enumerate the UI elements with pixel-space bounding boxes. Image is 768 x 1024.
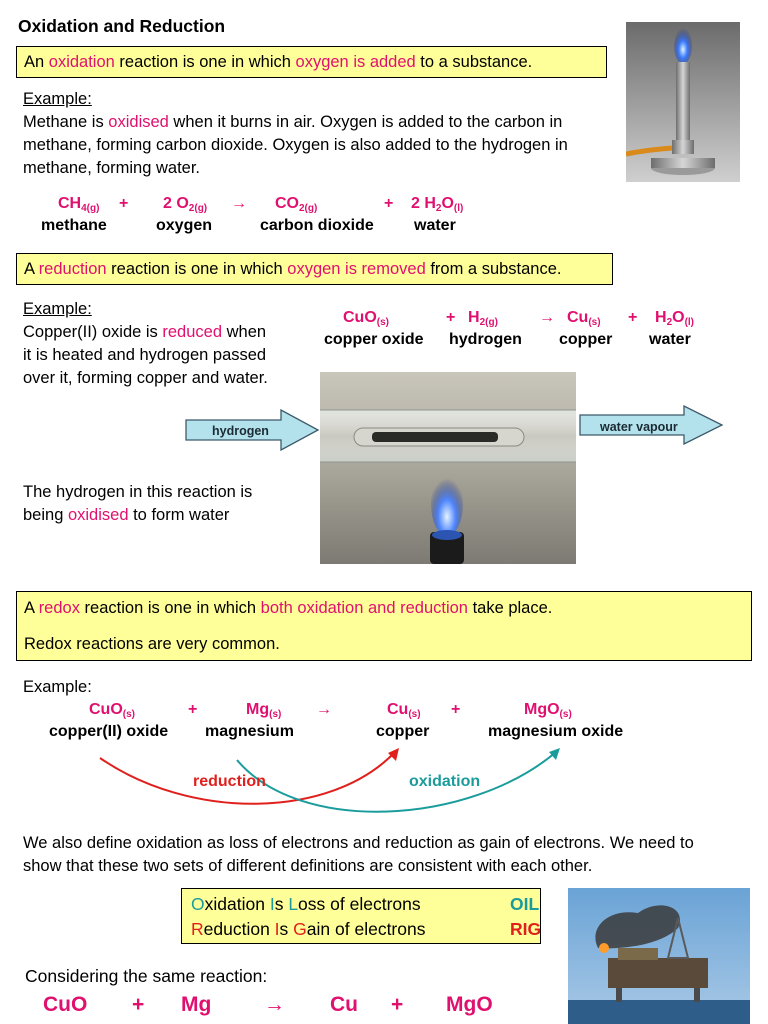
formula-cu: $Cu_{(s)}$ xyxy=(567,309,601,328)
name-copper: copper xyxy=(559,331,613,348)
formula-ch4: $CH_{4(g)}$ xyxy=(58,195,100,214)
arrow-icon: → xyxy=(231,195,247,212)
plus-sign: + xyxy=(391,993,404,1016)
formula-mgo: MgO xyxy=(446,993,493,1016)
considering-text: Considering the same reaction: xyxy=(25,966,268,986)
example-1 xyxy=(23,88,613,180)
text: from a substance. xyxy=(425,260,562,278)
name-copper-oxide: copper oxide xyxy=(324,331,424,348)
name-copper-ii-oxide: copper(II) oxide xyxy=(49,723,169,740)
keyword-reduction: reduction xyxy=(38,260,107,278)
text: oss of electrons xyxy=(298,894,421,914)
electron-definitions-text xyxy=(23,832,753,878)
formula-cuo: CuO xyxy=(43,993,88,1016)
plus-sign: + xyxy=(446,309,456,326)
name-water: water xyxy=(649,331,691,348)
name-methane: methane xyxy=(41,217,107,234)
text: eduction xyxy=(203,919,275,939)
formula-h2o: $H_2O_{(l)}$ xyxy=(655,309,695,328)
plus-sign: + xyxy=(132,993,145,1016)
arrow-icon: → xyxy=(539,309,555,326)
plus-sign: + xyxy=(628,309,638,326)
text: xidation xyxy=(204,894,270,914)
oil-acronym: OIL xyxy=(510,894,540,914)
plus-sign: + xyxy=(188,701,198,718)
formula-cuo: CuO$_{(s)}$ xyxy=(343,309,390,328)
name-copper: copper xyxy=(376,723,430,740)
name-water: water xyxy=(414,217,456,234)
water-vapour-arrow-label: water vapour xyxy=(600,420,678,434)
formula-h2: $H_{2(g)}$ xyxy=(468,309,498,328)
reduction-label: reduction xyxy=(193,773,266,790)
example-label: Example: xyxy=(23,300,92,318)
text: Redox reactions are very common. xyxy=(24,635,280,653)
formula-mgo: MgO$_{(s)}$ xyxy=(524,701,572,720)
text: reaction is one in which xyxy=(79,599,261,617)
text: show that these two sets of different definitions are consistent with each other. xyxy=(23,857,593,875)
text: The hydrogen in this reaction is xyxy=(23,483,253,501)
formula-mg: $Mg_{(s)}$ xyxy=(246,701,282,720)
text: when it burns in air. Oxygen is added to the carbon in xyxy=(168,113,563,131)
plus-sign: + xyxy=(451,701,461,718)
keyword-oxidised: oxidised xyxy=(67,506,129,524)
oxidation-arrowhead-icon xyxy=(549,748,560,760)
text: it is heated and hydrogen passed xyxy=(23,346,267,364)
rig-acronym: RIG xyxy=(510,919,542,939)
letter-i: I xyxy=(269,894,275,914)
hydrogen-arrow-label: hydrogen xyxy=(212,424,269,438)
keyword-reduced: reduced xyxy=(162,323,223,341)
letter-l: L xyxy=(288,894,299,914)
text: ain of electrons xyxy=(306,919,426,939)
oxidation-label: oxidation xyxy=(409,773,481,790)
reduction-definition-box xyxy=(16,253,613,285)
keyword-oxygen-added: oxygen is added xyxy=(295,53,416,71)
oxidation-definition-box xyxy=(16,46,607,78)
letter-g: G xyxy=(293,919,307,939)
name-hydrogen: hydrogen xyxy=(449,331,522,348)
text: A xyxy=(24,599,39,617)
formula-mg: Mg xyxy=(181,993,212,1016)
name-magnesium: magnesium xyxy=(205,723,294,740)
hydrogen-oxidised-note xyxy=(23,481,313,527)
text: methane, forming water. xyxy=(23,159,201,177)
name-oxygen: oxygen xyxy=(156,217,213,234)
bunsen-burner-photo xyxy=(626,22,740,182)
text: reaction is one in which xyxy=(106,260,288,278)
arrow-icon: → xyxy=(264,993,285,1016)
text: s xyxy=(279,919,294,939)
text: Copper(II) oxide is xyxy=(23,323,163,341)
example-3-label: Example: xyxy=(23,678,92,696)
keyword-both: both oxidation and reduction xyxy=(260,599,468,617)
example-2 xyxy=(23,298,323,390)
text: A xyxy=(24,260,39,278)
text: An xyxy=(24,53,49,71)
text: take place. xyxy=(467,599,553,617)
plus-sign: + xyxy=(384,195,394,212)
text: being xyxy=(23,506,68,524)
formula-h2o: 2 $H_2O_{(l)}$ xyxy=(411,195,464,214)
formula-cu: $Cu_{(s)}$ xyxy=(387,701,421,720)
name-carbon-dioxide: carbon dioxide xyxy=(260,217,374,234)
text: to form water xyxy=(128,506,230,524)
arrow-icon: → xyxy=(316,701,332,718)
text: when xyxy=(222,323,267,341)
oil-rig-mnemonic-box xyxy=(181,888,541,944)
page-title: Oxidation and Reduction xyxy=(18,16,226,36)
oil-rig-photo xyxy=(568,888,750,1024)
text: to a substance. xyxy=(415,53,533,71)
redox-definition-box xyxy=(16,591,752,661)
keyword-oxidation: oxidation xyxy=(48,53,115,71)
example-label: Example: xyxy=(23,90,92,108)
letter-r: R xyxy=(191,919,204,939)
text: s xyxy=(274,894,289,914)
text: reaction is one in which xyxy=(114,53,296,71)
formula-o2: 2 $O_{2(g)}$ xyxy=(163,195,208,214)
redox-curved-arrows xyxy=(0,740,768,830)
reduction-apparatus-photo xyxy=(320,372,576,564)
name-magnesium-oxide: magnesium oxide xyxy=(488,723,624,740)
keyword-redox: redox xyxy=(38,599,80,617)
text: Methane is xyxy=(23,113,109,131)
plus-sign: + xyxy=(119,195,129,212)
letter-i: I xyxy=(274,919,280,939)
formula-cuo: CuO$_{(s)}$ xyxy=(89,701,136,720)
formula-co2: $CO_{2(g)}$ xyxy=(275,195,318,214)
keyword-oxygen-removed: oxygen is removed xyxy=(287,260,426,278)
text: methane, forming carbon dioxide. Oxygen is also added to the hydrogen in xyxy=(23,136,568,154)
keyword-oxidised: oxidised xyxy=(108,113,169,131)
text: over it, forming copper and water. xyxy=(23,369,268,387)
letter-o: O xyxy=(191,894,205,914)
reduction-arrowhead-icon xyxy=(388,748,399,761)
formula-cu: Cu xyxy=(330,993,358,1016)
text: We also define oxidation as loss of electrons and reduction as gain of electrons. We need to xyxy=(23,834,694,852)
